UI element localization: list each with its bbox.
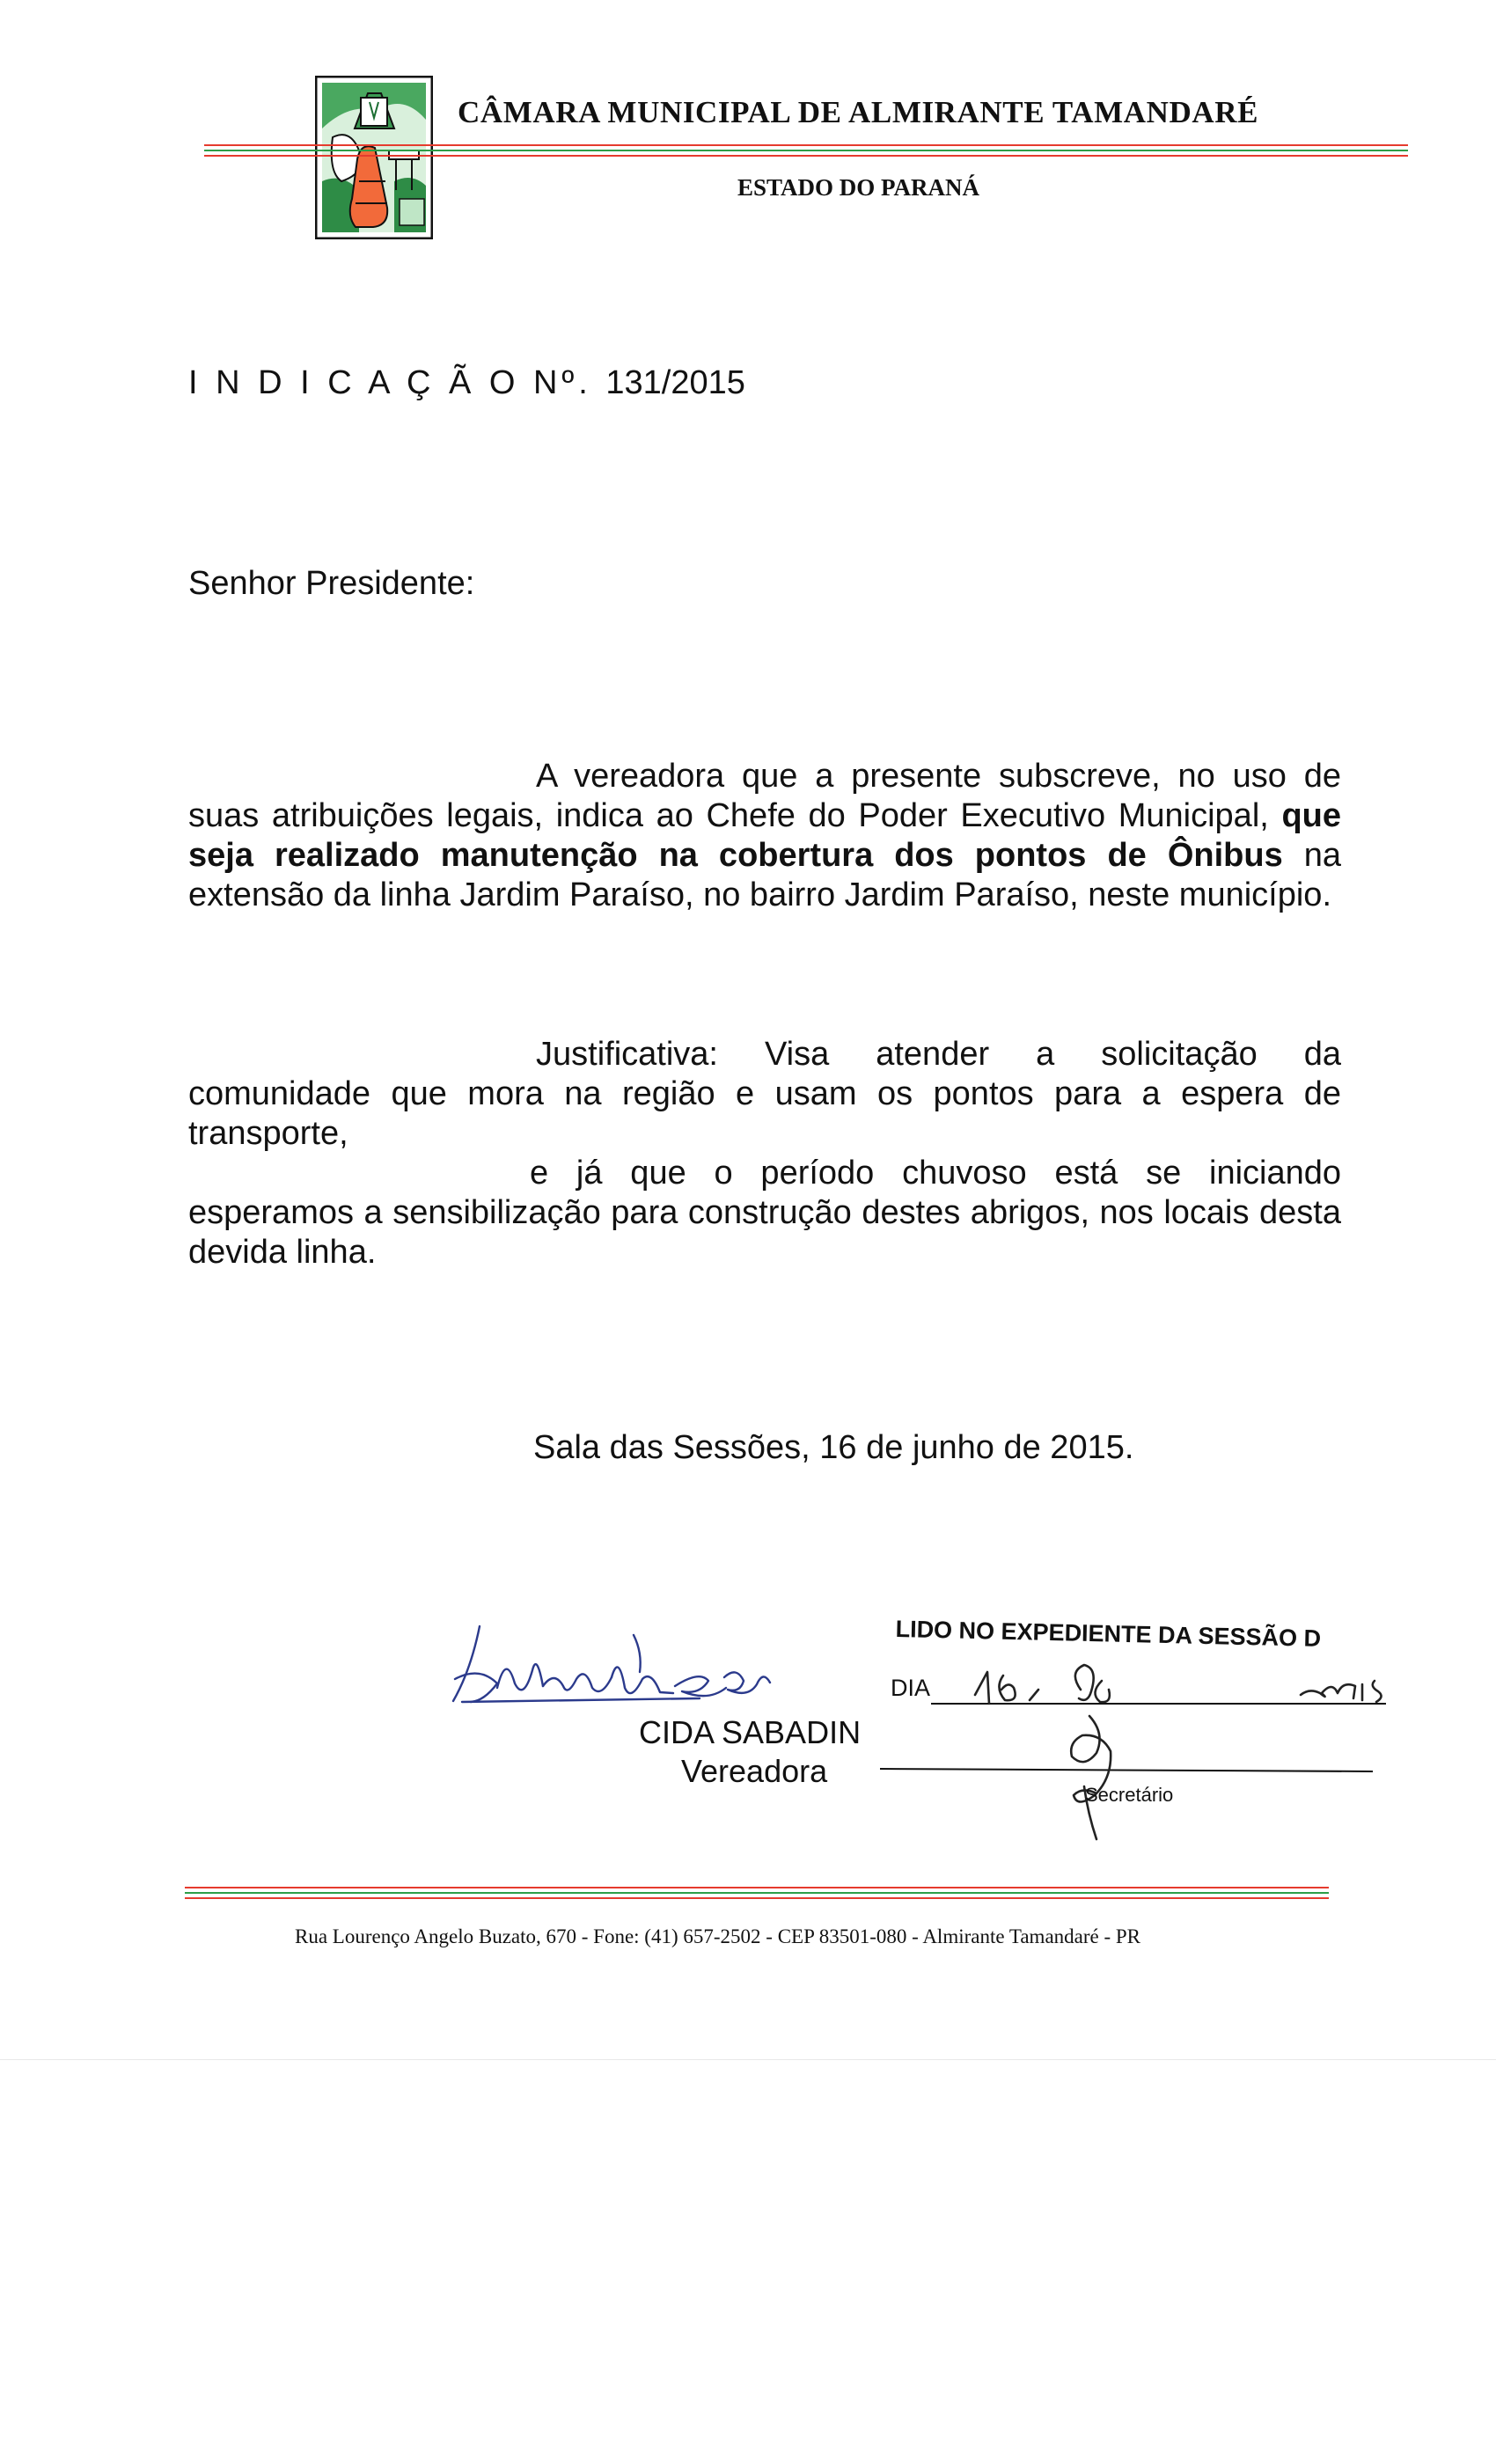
header-rule-red-bottom (204, 155, 1408, 157)
councilor-name: CIDA SABADIN (639, 1714, 862, 1750)
handwritten-signature-icon (444, 1617, 876, 1714)
indication-number: 131/2015 (605, 364, 745, 401)
stamp-handwriting-icon (880, 1654, 1408, 1866)
place-and-date: Sala das Sessões, 16 de junho de 2015. (533, 1429, 1134, 1466)
justification-paragraph: Justificativa: Visa atender a solicitação da comunidade que mora na região e usam os pontos para a espera de transporte, (188, 1036, 1341, 1152)
stamp-title: LIDO NO EXPEDIENTE DA SESSÃO D (895, 1616, 1322, 1652)
indication-heading (188, 364, 745, 402)
scan-page-edge (0, 2059, 1496, 2060)
header-rule-green (204, 150, 1408, 151)
paragraph1-tail: na extensão da linha Jardim Paraíso, no bairro Jardim Paraíso, neste município. (188, 837, 1342, 913)
chamber-title: CÂMARA MUNICIPAL DE ALMIRANTE TAMANDARÉ (458, 95, 1259, 129)
state-subtitle: ESTADO DO PARANÁ (737, 174, 980, 201)
indication-paragraph (188, 757, 1341, 915)
paragraph1-lead: A vereadora que a presente subscreve, no uso de suas atribuições legais, indica ao Chefe do Poder Executivo Municipal, (188, 758, 1341, 834)
salutation: Senhor Presidente: (188, 565, 475, 602)
footer-rule-red-bottom (185, 1897, 1329, 1899)
footer-rule-red-top (185, 1887, 1329, 1888)
footer-address: Rua Lourenço Angelo Buzato, 670 - Fone: (41) 657-2502 - CEP 83501-080 - Almirante Tamandaré - PR (295, 1925, 1141, 1947)
stamp-day-label: DIA (891, 1675, 931, 1701)
indication-label: I N D I C A Ç Ã O Nº. (188, 364, 592, 401)
paragraph1-bold-request: que seja realizado manutenção na cobertura dos pontos de Ônibus (188, 797, 1341, 874)
header-rule-red-top (204, 144, 1408, 146)
rainy-season-paragraph: e já que o período chuvoso está se iniciando esperamos a sensibilização para construção destes abrigos, nos locais desta devida linha. (188, 1155, 1341, 1271)
stamp-secretary-label: Secretário (1085, 1784, 1174, 1806)
footer-rule-green (185, 1892, 1329, 1894)
councilor-role: Vereadora (681, 1753, 828, 1789)
coat-of-arms-icon (315, 76, 433, 239)
